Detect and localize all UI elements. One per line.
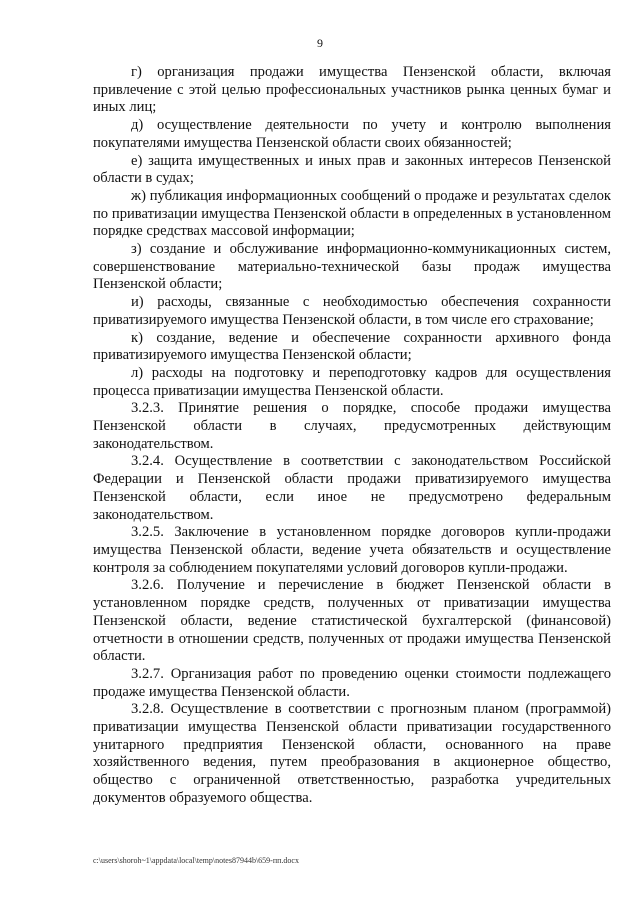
paragraph-zh: ж) публикация информационных сообщений о продаже и результатах сделок по приватизации имущества Пензенской области в определенных в установленном порядке средствах массовой информации; xyxy=(93,187,611,240)
footer-file-path: c:\users\shoroh~1\appdata\local\temp\notes87944b\659-пп.docx xyxy=(93,856,299,865)
paragraph-z: з) создание и обслуживание информационно-коммуникационных систем, совершенствование материально-технической базы продаж имущества Пензенской области; xyxy=(93,241,611,293)
page-number: 9 xyxy=(317,36,323,50)
paragraph-d: д) осуществление деятельности по учету и контролю выполнения покупателями имущества Пензенской области своих обязанностей; xyxy=(93,117,611,151)
section-3-2-7: 3.2.7. Организация работ по проведению оценки стоимости подлежащего продаже имущества Пензенской области. xyxy=(93,665,611,700)
section-3-2-8: 3.2.8. Осуществление в соответствии с прогнозным планом (программой) приватизации имущества Пензенской области приватизации государственного унитарного предприятия Пензенской области, основанного на праве хозяйственного ведения, путем преобразования в акционерное общество, общество с ограниченной ответственностью, разработка учредительных документов образуемого общества. xyxy=(93,701,611,806)
section-3-2-6: 3.2.6. Получение и перечисление в бюджет Пензенской области в установленном порядке средств, полученных от приватизации имущества Пензенской области, ведение статистической бухгалтерской (финансовой) отчетности в отношении средств, полученных от продажи имущества Пензенской области. xyxy=(93,577,611,665)
section-3-2-4: 3.2.4. Осуществление в соответствии с законодательством Российской Федерации и Пензенской области продажи приватизируемого имущества Пензенской области, если иное не предусмотрено федеральным законодательством. xyxy=(93,453,611,523)
section-3-2-5: 3.2.5. Заключение в установленном порядке договоров купли-продажи имущества Пензенской области, ведение учета обязательств и осуществление контроля за соблюдением покупателями условий договоров купли-продажи. xyxy=(93,524,611,576)
paragraph-l: л) расходы на подготовку и переподготовку кадров для осуществления процесса приватизации имущества Пензенской области. xyxy=(93,364,611,399)
paragraph-i: и) расходы, связанные с необходимостью обеспечения сохранности приватизируемого имущества Пензенской области, в том числе его страхование; xyxy=(93,294,611,328)
paragraph-k: к) создание, ведение и обеспечение сохранности архивного фонда приватизируемого имущества Пензенской области; xyxy=(93,329,611,364)
document-body xyxy=(93,64,611,808)
paragraph-g: г) организация продажи имущества Пензенской области, включая привлечение с этой целью профессиональных участников рынка ценных бумаг и иных лиц; xyxy=(93,64,611,116)
paragraph-e: е) защита имущественных и иных прав и законных интересов Пензенской области в судах; xyxy=(93,152,611,187)
section-3-2-3: 3.2.3. Принятие решения о порядке, способе продажи имущества Пензенской области в случаях, предусмотренных действующим законодательством. xyxy=(93,400,611,452)
